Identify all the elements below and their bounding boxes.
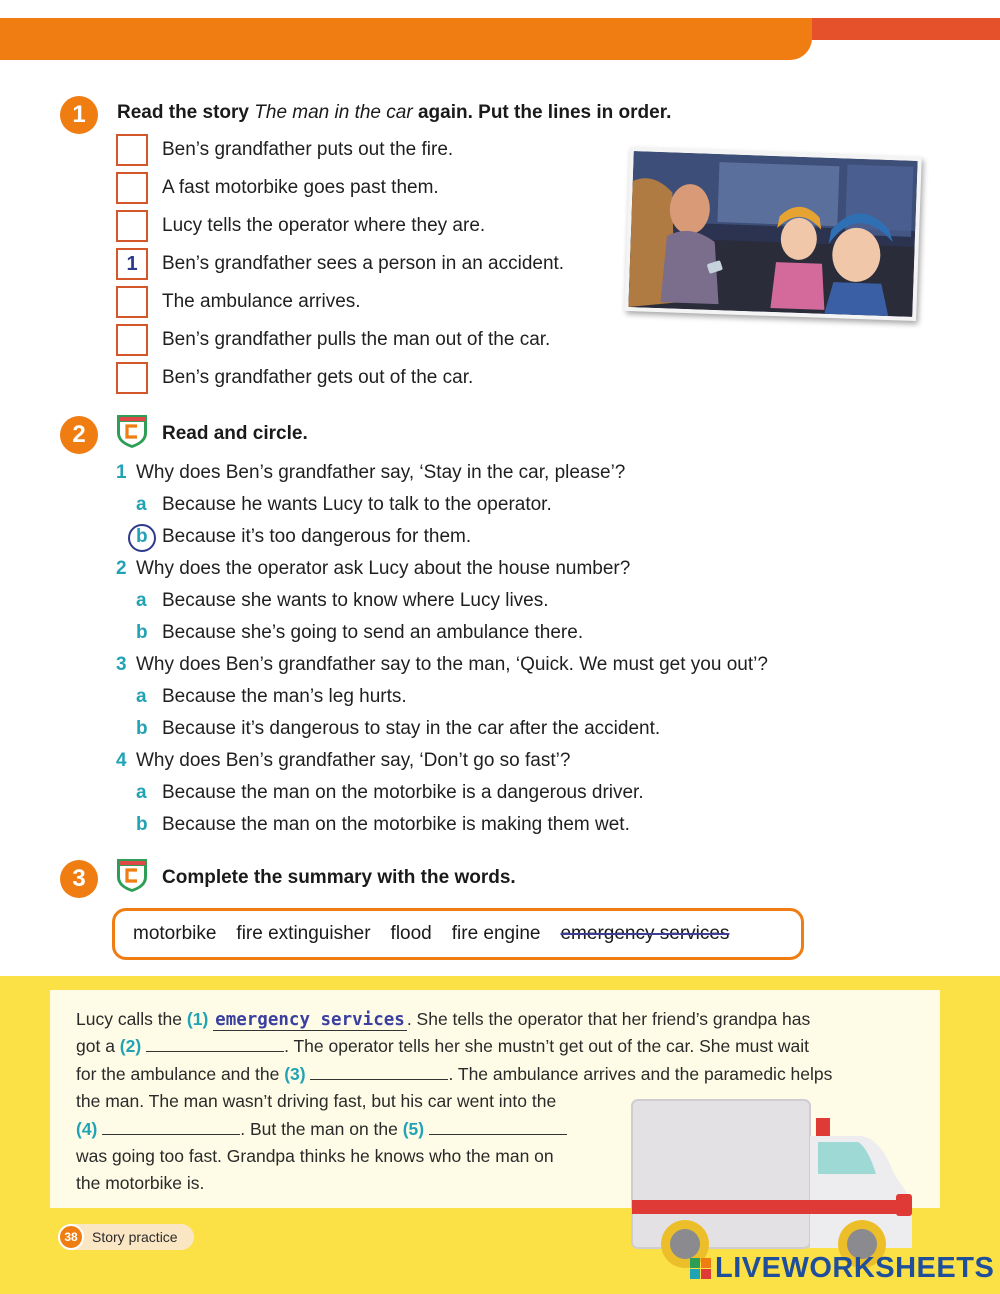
question-text: Why does the operator ask Lucy about the house number? bbox=[136, 558, 631, 579]
summary-line: was going too fast. Grandpa thinks he knows who the man on bbox=[76, 1146, 554, 1166]
blank-number: (1) bbox=[186, 1009, 209, 1029]
order-item-text: Ben’s grandfather sees a person in an accident. bbox=[162, 253, 565, 274]
question-number: 3 bbox=[116, 654, 127, 675]
option-letter: a bbox=[136, 686, 147, 707]
answer-option-a[interactable] bbox=[136, 686, 407, 708]
word-bank-item: fire extinguisher bbox=[236, 923, 371, 944]
question-number: 4 bbox=[116, 750, 127, 771]
question-text: Why does Ben’s grandfather say, ‘Don’t go so fast’? bbox=[136, 750, 571, 771]
section-3-number: 3 bbox=[60, 860, 98, 898]
answer-field-1[interactable]: emergency services bbox=[215, 1010, 405, 1030]
order-input-box[interactable] bbox=[116, 210, 148, 242]
answer-option-b[interactable] bbox=[136, 526, 471, 548]
option-text: Because it’s too dangerous for them. bbox=[162, 526, 472, 547]
header-banner bbox=[0, 18, 812, 60]
brand-name: LIVEWORKSHEETS bbox=[715, 1252, 995, 1284]
order-item bbox=[116, 362, 473, 394]
word-bank-item: motorbike bbox=[133, 923, 217, 944]
option-letter: b bbox=[136, 526, 148, 547]
order-input-box[interactable]: 1 bbox=[116, 248, 148, 280]
word-bank bbox=[112, 908, 804, 960]
order-item bbox=[116, 286, 361, 318]
option-text: Because it’s dangerous to stay in the car after the accident. bbox=[162, 718, 661, 739]
question-2 bbox=[116, 558, 630, 580]
order-item bbox=[116, 134, 453, 166]
question-1 bbox=[116, 462, 625, 484]
order-item-text: Ben’s grandfather puts out the fire. bbox=[162, 139, 454, 160]
order-input-box[interactable] bbox=[116, 286, 148, 318]
answer-option-b[interactable] bbox=[136, 814, 630, 836]
option-text: Because the man on the motorbike is a dangerous driver. bbox=[162, 782, 644, 803]
word-bank-item: flood bbox=[390, 923, 432, 944]
page-number: 38 bbox=[58, 1224, 84, 1250]
section-2-number: 2 bbox=[60, 416, 98, 454]
section-2-heading: Read and circle. bbox=[162, 423, 308, 444]
order-input-box[interactable] bbox=[116, 134, 148, 166]
order-item-text: Ben’s grandfather gets out of the car. bbox=[162, 367, 474, 388]
blank-number: (5) bbox=[402, 1118, 425, 1139]
question-text: Why does Ben’s grandfather say, ‘Stay in the car, please’? bbox=[136, 462, 626, 483]
ambulance-illustration bbox=[630, 1096, 920, 1268]
liveworksheets-logo bbox=[690, 1252, 994, 1285]
summary-line: (4) . But the man on the (5) bbox=[76, 1116, 567, 1143]
page-footer-badge bbox=[58, 1224, 194, 1250]
option-text: Because he wants Lucy to talk to the operator. bbox=[162, 494, 552, 515]
summary-line: for the ambulance and the (3) . The ambulance arrives and the paramedic helps bbox=[76, 1063, 833, 1084]
option-letter: b bbox=[136, 718, 148, 739]
order-item-text: A fast motorbike goes past them. bbox=[162, 177, 439, 198]
option-text: Because the man on the motorbike is making them wet. bbox=[162, 814, 630, 835]
answer-field-3[interactable] bbox=[310, 1062, 448, 1080]
option-letter: a bbox=[136, 494, 147, 515]
option-text: Because she’s going to send an ambulance there. bbox=[162, 622, 584, 643]
page-section-label: Story practice bbox=[92, 1229, 178, 1245]
word-bank-item: fire engine bbox=[451, 923, 541, 944]
answer-option-b[interactable] bbox=[136, 622, 583, 644]
blank-number: (2) bbox=[119, 1036, 142, 1057]
blank-number: (3) bbox=[284, 1063, 306, 1084]
option-letter: a bbox=[136, 590, 147, 611]
question-3 bbox=[116, 654, 768, 676]
question-number: 2 bbox=[116, 558, 127, 579]
order-item bbox=[116, 210, 485, 242]
order-item-text: Lucy tells the operator where they are. bbox=[162, 215, 486, 236]
summary-line: got a (2) . The operator tells her she mustn’t get out of the car. She must wait bbox=[76, 1036, 810, 1057]
section-1-heading: Read the story The man in the car again. Put the lines in order. bbox=[117, 102, 672, 123]
section-3-heading: Complete the summary with the words. bbox=[162, 867, 516, 888]
answer-option-a[interactable] bbox=[136, 782, 644, 804]
option-letter: a bbox=[136, 782, 147, 803]
car-interior-scene bbox=[628, 151, 917, 317]
order-input-box[interactable] bbox=[116, 172, 148, 204]
critical-thinking-shield-icon bbox=[115, 857, 149, 893]
blank-number: (4) bbox=[76, 1118, 98, 1139]
word-bank-item-used: emergency services bbox=[560, 923, 730, 944]
option-letter: b bbox=[136, 622, 148, 643]
answer-option-a[interactable] bbox=[136, 590, 549, 612]
order-item-text: The ambulance arrives. bbox=[162, 291, 361, 312]
summary-line: the motorbike is. bbox=[76, 1173, 205, 1194]
answer-field-4[interactable] bbox=[102, 1117, 240, 1135]
answer-field-2[interactable] bbox=[146, 1034, 284, 1052]
answer-option-b[interactable] bbox=[136, 718, 660, 740]
liveworksheets-logo-icon bbox=[690, 1258, 711, 1279]
order-item-text: Ben’s grandfather pulls the man out of the car. bbox=[162, 329, 551, 350]
question-text: Why does Ben’s grandfather say to the man, ‘Quick. We must get you out’? bbox=[136, 654, 768, 675]
critical-thinking-shield-icon bbox=[115, 413, 149, 449]
question-4 bbox=[116, 750, 570, 772]
summary-line: the man. The man wasn’t driving fast, but his car went into the bbox=[76, 1091, 557, 1112]
section-1-number: 1 bbox=[60, 96, 98, 134]
summary-line: Lucy calls the (1) emergency services . She tells the operator that her friend’s grandpa has bbox=[76, 1009, 811, 1030]
order-item bbox=[116, 248, 564, 280]
order-input-box[interactable] bbox=[116, 324, 148, 356]
answer-field-5[interactable] bbox=[429, 1117, 567, 1135]
answer-option-a[interactable] bbox=[136, 494, 552, 516]
option-text: Because the man’s leg hurts. bbox=[162, 686, 407, 707]
option-text: Because she wants to know where Lucy lives. bbox=[162, 590, 549, 611]
option-letter: b bbox=[136, 814, 148, 835]
story-illustration bbox=[624, 147, 922, 321]
order-item bbox=[116, 324, 550, 356]
order-item bbox=[116, 172, 439, 204]
order-input-box[interactable] bbox=[116, 362, 148, 394]
question-number: 1 bbox=[116, 462, 127, 483]
